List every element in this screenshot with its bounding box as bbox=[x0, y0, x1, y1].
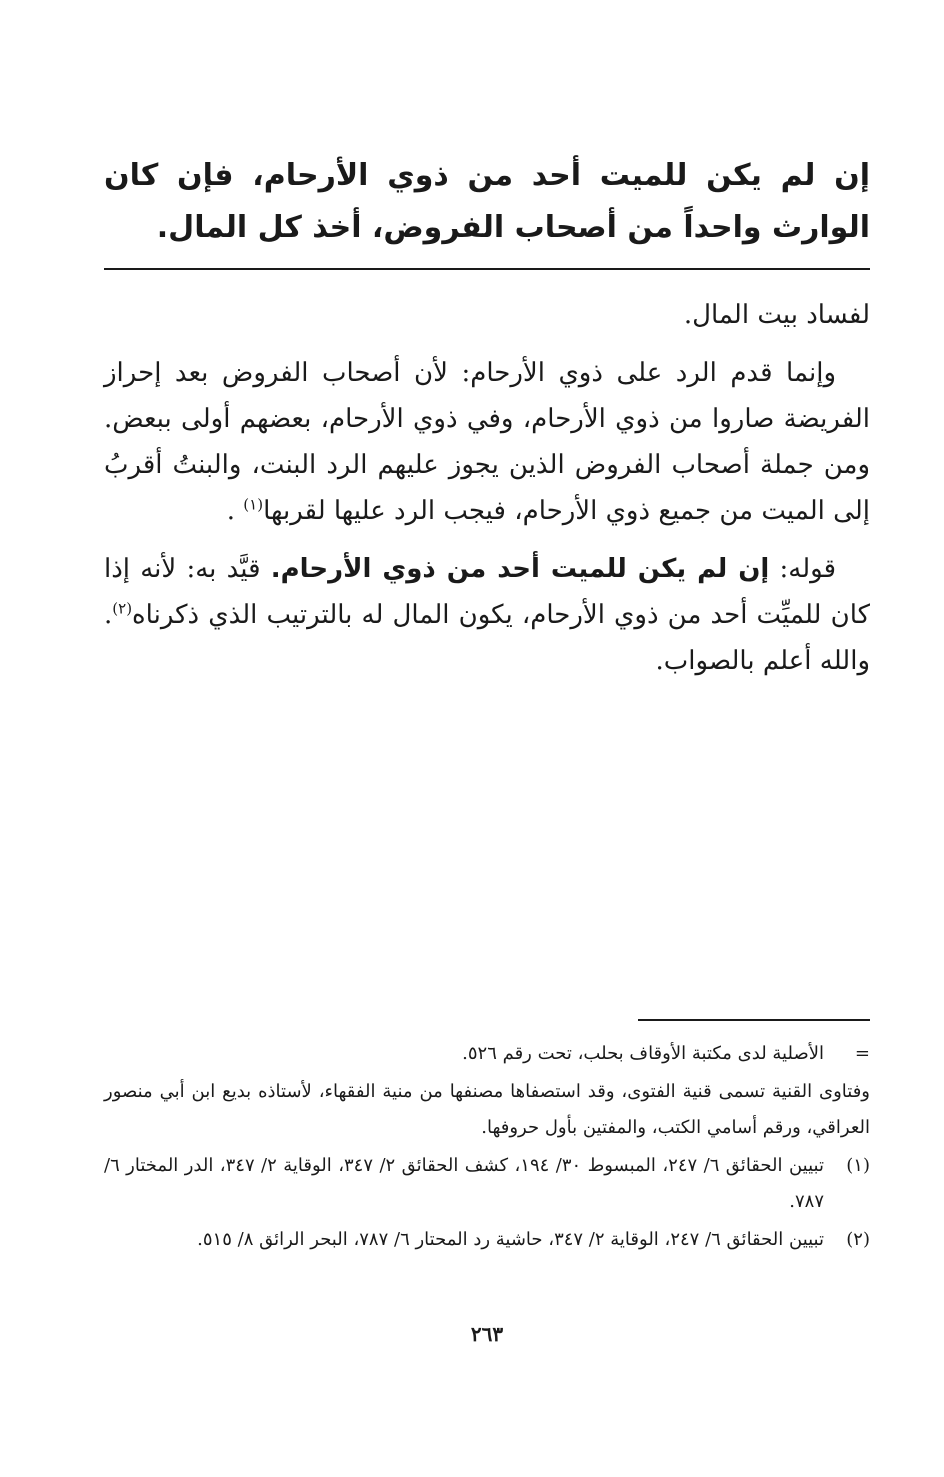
commentary-paragraph-1: لفساد بيت المال. bbox=[683, 300, 870, 330]
commentary-paragraph-3-text: قيَّد به: لأنه إذا كان للميِّت أحد من ذوي الأرحام، يكون المال له بالترتيب الذي ذكرناه bbox=[104, 554, 870, 630]
commentary bbox=[104, 292, 870, 696]
footnote-ref-1: (١) bbox=[243, 495, 264, 514]
commentary-paragraph-3 bbox=[104, 546, 870, 684]
commentary-paragraph-2 bbox=[104, 350, 870, 534]
footnote-1-marker: (١) bbox=[846, 1155, 870, 1176]
matn-divider bbox=[104, 268, 870, 270]
footnote-continued-marker: = bbox=[854, 1043, 870, 1064]
footnote-divider bbox=[638, 1019, 870, 1021]
commentary-paragraph-3-end: . والله أعلم بالصواب. bbox=[104, 600, 870, 676]
commentary-paragraph-2-end: . bbox=[226, 496, 236, 526]
book-page bbox=[104, 0, 870, 1477]
quoted-matn: إن لم يكن للميت أحد من ذوي الأرحام. bbox=[270, 554, 770, 584]
footnotes bbox=[104, 1036, 870, 1260]
footnote-continued-line-2: وفتاوى القنية تسمى قنية الفتوى، وقد استصفاها مصنفها من منية الفقهاء، لأستاذه بديع ابن أبي منصور العراقي، ورقم أسامي الكتب، والمفتين بأول حروفها. bbox=[104, 1081, 870, 1138]
commentary-paragraph-2-text: وإنما قدم الرد على ذوي الأرحام: لأن أصحاب الفروض بعد إحراز الفريضة صاروا من ذوي الأرحام، وفي ذوي الأرحام، بعضهم أولى ببعض. ومن جملة أصحاب الفروض الذين يجوز عليهم الرد البنت، والبنتُ أقربُ إلى الميت من جميع ذوي الأرحام، فيجب الرد عليها لقربها bbox=[104, 358, 870, 526]
footnote-continued-line-1: الأصلية لدى مكتبة الأوقاف بحلب، تحت رقم ٥٢٦. bbox=[462, 1043, 824, 1064]
footnote-continued bbox=[104, 1036, 870, 1072]
page-number: ٢٦٣ bbox=[470, 1322, 504, 1346]
footnote-continued-2 bbox=[104, 1074, 870, 1146]
footnote-2-text: تبيين الحقائق ٦/ ٢٤٧، الوقاية ٢/ ٣٤٧، حاشية رد المحتار ٦/ ٧٨٧، البحر الرائق ٨/ ٥١٥. bbox=[197, 1229, 824, 1250]
footnote-1 bbox=[104, 1148, 870, 1220]
footnote-2-marker: (٢) bbox=[846, 1229, 870, 1250]
commentary-paragraph-3-lead: قوله: bbox=[779, 554, 837, 584]
footnote-2 bbox=[104, 1222, 870, 1258]
matn-text: إن لم يكن للميت أحد من ذوي الأرحام، فإن كان الوارث واحداً من أصحاب الفروض، أخذ كل المال. bbox=[104, 158, 870, 245]
footnote-1-text: تبيين الحقائق ٦/ ٢٤٧، المبسوط ٣٠/ ١٩٤، كشف الحقائق ٢/ ٣٤٧، الوقاية ٢/ ٣٤٧، الدر المختار ٦/ ٧٨٧. bbox=[104, 1155, 824, 1212]
footnote-ref-2: (٢) bbox=[112, 599, 133, 618]
